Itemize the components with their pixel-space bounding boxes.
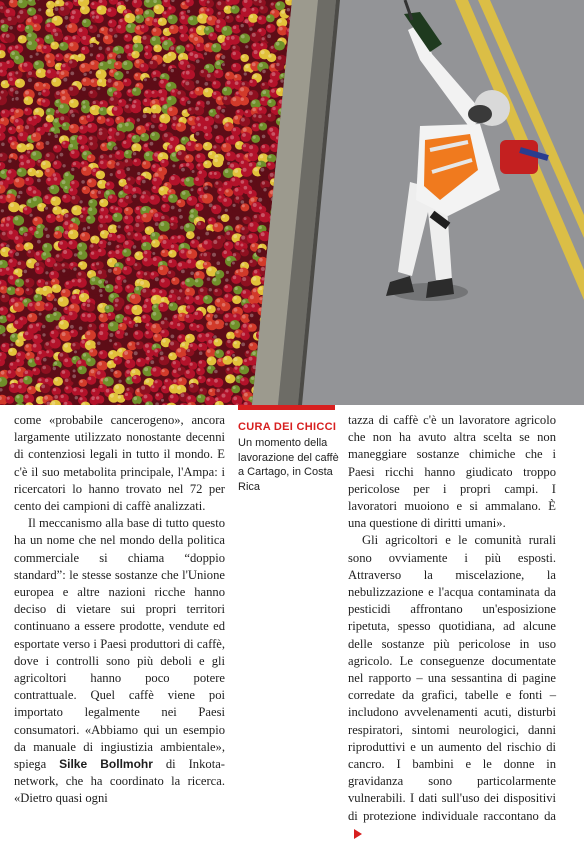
paragraph [14, 515, 225, 807]
person-name: Silke Bollmohr [59, 757, 153, 771]
paragraph-text: Il meccanismo alla base di tutto questo ha un nome che nel mondo della politica commerciale si chiama “doppio standard”: le stesse sostanze che l'Unione europea e altre nazioni ricche hanno deciso di vietare sui propri territori continuano a essere prodotte, vendute ed esportate verso i Paesi produttori di caffè, dove i controlli sono più deboli e gli agricoltori hanno poco potere contrattuale. Quel caffè viene poi importato legalmente nei Paesi consumatori. «Abbiamo qui un esempio da manuale di ingiustizia ambientale», spiega [14, 516, 225, 771]
paragraph: tazza di caffè c'è un lavoratore agricolo che non ha avuto altra scelta se non maneggiare sostanze chimiche che i Paesi ricchi hanno giudicato troppo pericolose per i propri campi. I lavoratori muoiono e si ammalano. È una questione di diritti umani». [348, 412, 556, 532]
paragraph-text: Gli agricoltori e le comunità rurali sono ovviamente i più esposti. Attraverso la miscelazione, la nebulizzazione e l'acqua contaminata da pesticidi affrontano un'esposizione ripetuta, spesso quotidiana, ad alcune delle sostanze più pericolose in uso agricolo. Le conseguenze documentate nel rapporto – una sessantina di pagine corredate da grafici, tabelle e fonti – includono avvelenamenti acuti, disturbi respiratori, sintomi neurologici, danni riproduttivi e un aumento del rischio di cancro. I bambini e le donne in gravidanza sono particolarmente vulnerabili. I dati sull'uso dei dispositivi di protezione individuale raccontano da [348, 533, 556, 822]
caption-text: Un momento della lavorazione del caffè a Cartago, in Costa Rica [238, 436, 342, 494]
caption-accent-rule [238, 405, 335, 410]
paragraph [348, 532, 556, 842]
caption-title: CURA DEI CHICCI [238, 421, 336, 433]
coffee-photo [0, 0, 584, 405]
triangle-right-icon [354, 829, 362, 839]
paragraph-tail: di Inkota-network, che ha coordinato la ricerca. «Dietro quasi ogni [14, 757, 225, 805]
article-column-right [348, 412, 556, 842]
paragraph: come «probabile cancerogeno», ancora largamente utilizzato nonostante decenni di contenziosi legali in tutto il mondo. E c'è il suo metabolita principale, l'Ampa: i ricercatori lo hanno trovato nel 72 per cento dei campioni di caffè analizzati. [14, 412, 225, 515]
article-column-left [14, 412, 225, 808]
